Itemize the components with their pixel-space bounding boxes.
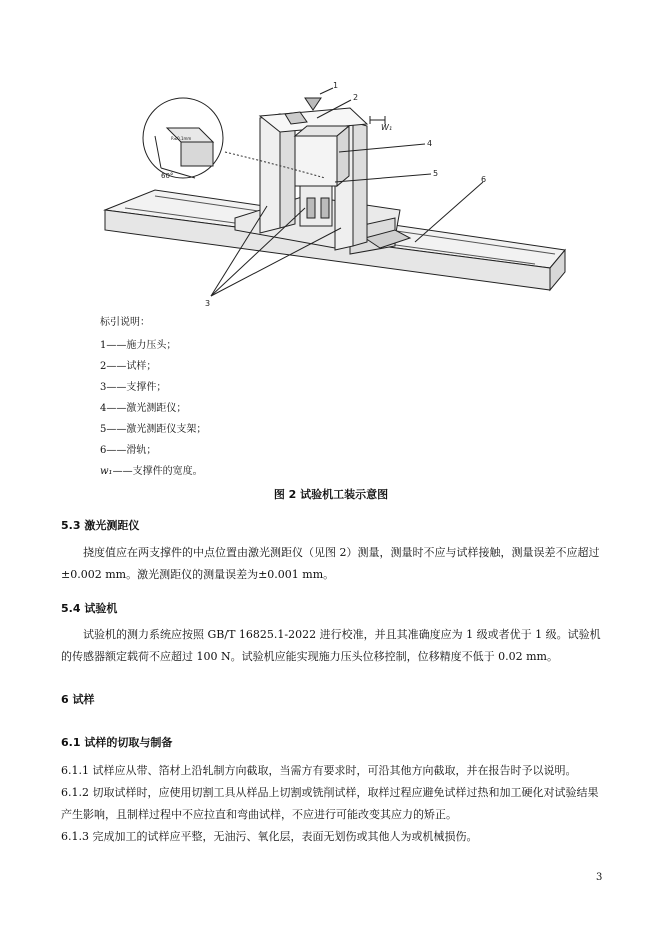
legend-item-2: 2——试样； — [100, 361, 157, 372]
left-support — [260, 114, 280, 233]
figure-caption: 图 2 试验机工装示意图 — [273, 488, 389, 501]
section-5-4-title: 5.4 试验机 — [61, 602, 118, 615]
callout-2: 2 — [353, 93, 359, 102]
radius-label: R≤0.1mm — [171, 136, 192, 141]
legend-item-1: 1——施力压头； — [100, 340, 177, 351]
legend-title: 标引说明： — [100, 317, 150, 328]
callout-3: 3 — [205, 299, 211, 308]
legend-item-w1 — [100, 465, 203, 479]
angle-label: 60° — [161, 172, 174, 180]
loading-head — [305, 98, 321, 110]
fixture-diagram — [95, 78, 580, 323]
page-number: 3 — [596, 872, 603, 883]
callout-1: 1 — [333, 81, 339, 90]
paragraph-6-1-3: 6.1.3 完成加工的试样应平整，无油污、氧化层，表面无划伤或其他人为或机械损伤。 — [61, 830, 478, 843]
callout-5: 5 — [433, 169, 439, 178]
legend-item-6: 6——滑轨； — [100, 445, 157, 456]
section-5-3-text — [61, 542, 607, 586]
legend-item-3: 3——支撑件； — [100, 382, 167, 393]
w1-label: W₁ — [381, 123, 393, 132]
legend-item-4: 4——激光测距仪； — [100, 403, 187, 414]
laser-rangefinder — [295, 136, 337, 186]
section-6-1-text — [61, 760, 607, 848]
callout-4: 4 — [427, 139, 433, 148]
paragraph-5-3: 挠度值应在两支撑件的中点位置由激光测距仪（见图 2）测量，测量时不应与试样接触，测量误差不应超过±0.002 mm。激光测距仪的测量误差为±0.001 mm。 — [61, 546, 600, 581]
w1-description: ——支撑件的宽度。 — [112, 466, 203, 477]
paragraph-5-4: 试验机的测力系统应按照 GB/T 16825.1-2022 进行校准，并且其准确度应为 1 级或者优于 1 级。试验机的传感器额定载荷不应超过 100 N。试验机应能实现施力压头位移控制，位移精度不低于 0.02 mm。 — [61, 628, 601, 663]
section-5-4-text — [61, 624, 607, 668]
section-6-1-title: 6.1 试样的切取与制备 — [61, 736, 173, 749]
paragraph-6-1-2: 6.1.2 切取试样时，应使用切割工具从样品上切割或铣削试样，取样过程应避免试样过热和加工硬化对试验结果产生影响，且制样过程中不应拉直和弯曲试样，不应进行可能改变其应力的矫正。 — [61, 786, 599, 821]
section-6-title: 6 试样 — [61, 693, 95, 706]
section-5-3-title: 5.3 激光测距仪 — [61, 519, 140, 532]
w1-symbol: w₁ — [100, 466, 113, 477]
paragraph-6-1-1: 6.1.1 试样应从带、箔材上沿轧制方向截取，当需方有要求时，可沿其他方向截取，并在报告时予以说明。 — [61, 764, 577, 777]
legend-item-5: 5——激光测距仪支架； — [100, 424, 207, 435]
callout-6: 6 — [481, 175, 487, 184]
